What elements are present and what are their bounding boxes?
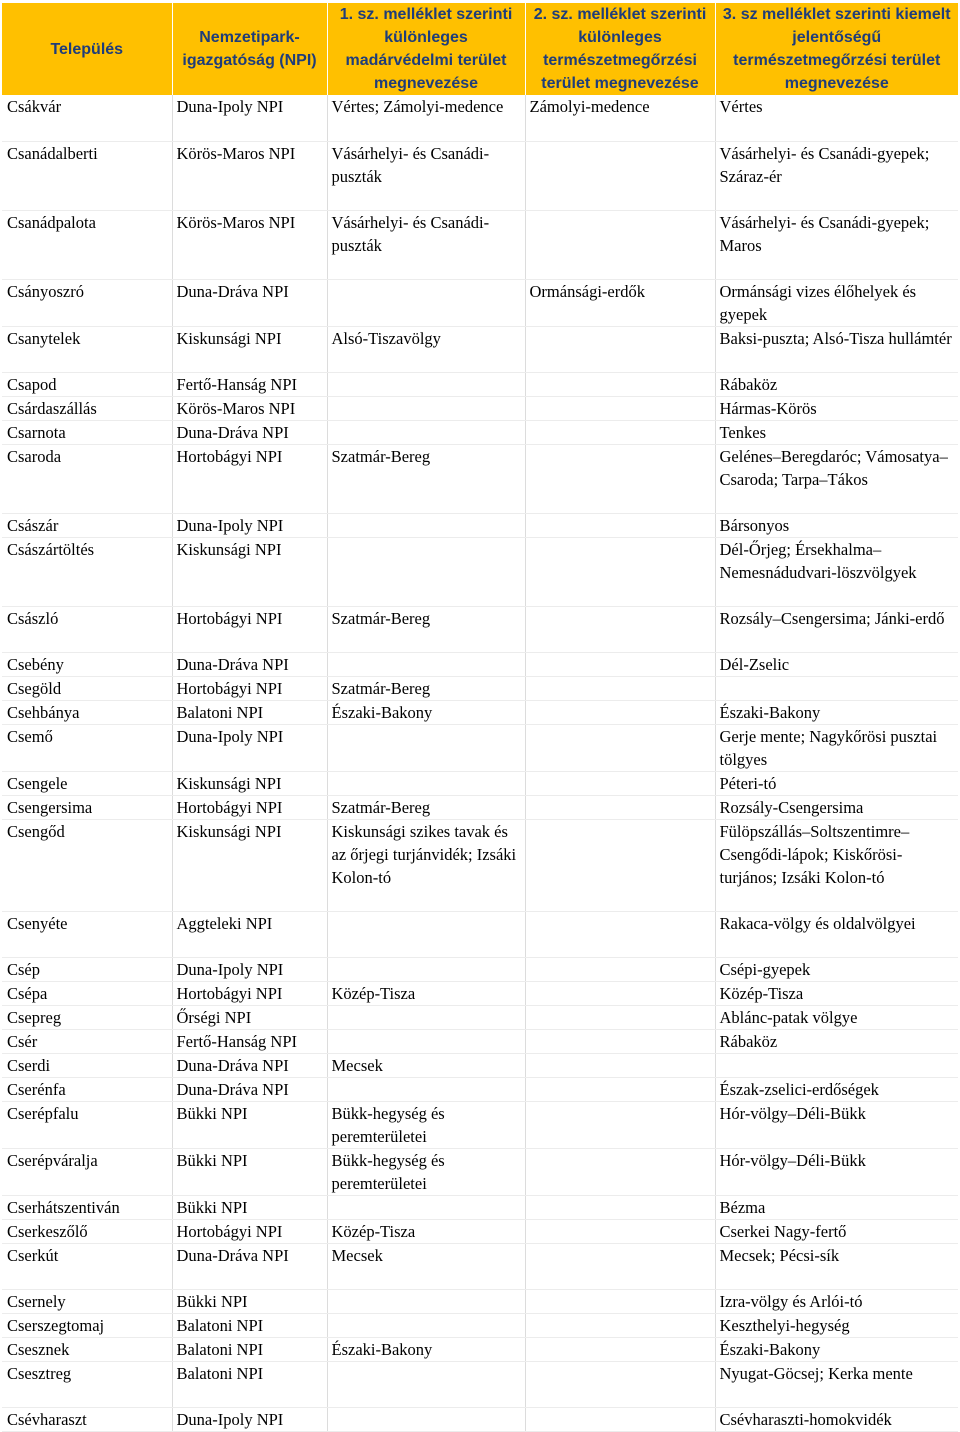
npi-cell: Balatoni NPI (172, 1313, 327, 1337)
table-row (2, 1053, 958, 1077)
bird-area-cell (327, 279, 525, 326)
special-area-cell (525, 1313, 715, 1337)
settlement-cell: Csákvár (2, 95, 172, 141)
npi-cell: Duna-Ipoly NPI (172, 724, 327, 771)
table-row (2, 1077, 958, 1101)
priority-area-cell: Rábaköz (715, 372, 958, 396)
special-area-cell (525, 1407, 715, 1431)
priority-area-cell: Bézma (715, 1195, 958, 1219)
special-area-cell (525, 652, 715, 676)
bird-area-cell (327, 652, 525, 676)
header-special-conservation-area: 2. sz. melléklet szerinti különleges természetmegőrzési terület megnevezése (525, 3, 715, 95)
priority-area-cell: Nyugat-Göcsej; Kerka mente (715, 1361, 958, 1407)
header-settlement: Település (2, 3, 172, 95)
settlement-cell: Császár (2, 513, 172, 537)
bird-area-cell: Mecsek (327, 1053, 525, 1077)
priority-area-cell: Ablánc-patak völgye (715, 1005, 958, 1029)
bird-area-cell: Bükk-hegység és peremterületei (327, 1101, 525, 1148)
special-area-cell (525, 819, 715, 911)
npi-cell: Kiskunsági NPI (172, 537, 327, 606)
table-body (2, 95, 958, 1431)
npi-cell: Aggteleki NPI (172, 911, 327, 957)
priority-area-cell: Északi-Bakony (715, 1337, 958, 1361)
settlement-cell: Csaroda (2, 444, 172, 513)
special-area-cell (525, 1148, 715, 1195)
priority-area-cell (715, 676, 958, 700)
settlement-cell: Csengőd (2, 819, 172, 911)
bird-area-cell: Szatmár-Bereg (327, 606, 525, 652)
npi-cell: Hortobágyi NPI (172, 795, 327, 819)
npi-cell: Bükki NPI (172, 1195, 327, 1219)
npi-cell: Bükki NPI (172, 1101, 327, 1148)
priority-area-cell: Mecsek; Pécsi-sík (715, 1243, 958, 1289)
bird-area-cell (327, 1289, 525, 1313)
table-row (2, 1195, 958, 1219)
special-area-cell (525, 326, 715, 372)
bird-area-cell (327, 513, 525, 537)
priority-area-cell: Dél-Őrjeg; Érsekhalma–Nemesnádudvari-löszvölgyek (715, 537, 958, 606)
settlement-cell: Csesztreg (2, 1361, 172, 1407)
bird-area-cell: Szatmár-Bereg (327, 795, 525, 819)
npi-cell: Bükki NPI (172, 1289, 327, 1313)
settlement-cell: Csér (2, 1029, 172, 1053)
table-row (2, 326, 958, 372)
table-row (2, 819, 958, 911)
settlement-cell: Csapod (2, 372, 172, 396)
priority-area-cell: Gerje mente; Nagykőrösi pusztai tölgyes (715, 724, 958, 771)
special-area-cell (525, 372, 715, 396)
npi-cell: Hortobágyi NPI (172, 444, 327, 513)
npi-cell: Fertő-Hanság NPI (172, 372, 327, 396)
npi-cell: Körös-Maros NPI (172, 396, 327, 420)
table-row (2, 372, 958, 396)
table-row (2, 1313, 958, 1337)
priority-area-cell: Észak-zselici-erdőségek (715, 1077, 958, 1101)
settlement-cell: Csévharaszt (2, 1407, 172, 1431)
bird-area-cell: Szatmár-Bereg (327, 444, 525, 513)
special-area-cell (525, 724, 715, 771)
settlement-cell: Csanytelek (2, 326, 172, 372)
priority-area-cell: Péteri-tó (715, 771, 958, 795)
settlement-cell: Csanádalberti (2, 141, 172, 210)
bird-area-cell (327, 771, 525, 795)
special-area-cell (525, 141, 715, 210)
npi-cell: Körös-Maros NPI (172, 141, 327, 210)
special-area-cell (525, 420, 715, 444)
npi-cell: Őrségi NPI (172, 1005, 327, 1029)
table-row (2, 420, 958, 444)
table-row (2, 606, 958, 652)
special-area-cell (525, 396, 715, 420)
table-row (2, 1337, 958, 1361)
npi-cell: Balatoni NPI (172, 700, 327, 724)
bird-area-cell (327, 1005, 525, 1029)
settlement-cell: Csanádpalota (2, 210, 172, 279)
table-row (2, 1148, 958, 1195)
special-area-cell (525, 771, 715, 795)
table-row (2, 396, 958, 420)
npi-cell: Fertő-Hanság NPI (172, 1029, 327, 1053)
priority-area-cell: Tenkes (715, 420, 958, 444)
bird-area-cell (327, 724, 525, 771)
priority-area-cell: Rábaköz (715, 1029, 958, 1053)
table-row (2, 1005, 958, 1029)
header-priority-conservation-area: 3. sz melléklet szerinti kiemelt jelentőségű természetmegőrzési terület megnevezése (715, 3, 958, 95)
special-area-cell (525, 1337, 715, 1361)
special-area-cell (525, 795, 715, 819)
bird-area-cell (327, 1195, 525, 1219)
priority-area-cell (715, 1053, 958, 1077)
special-area-cell (525, 676, 715, 700)
settlement-cell: Császártöltés (2, 537, 172, 606)
settlement-cell: Csengersima (2, 795, 172, 819)
table-row (2, 279, 958, 326)
settlement-cell: Cserénfa (2, 1077, 172, 1101)
table-row (2, 771, 958, 795)
bird-area-cell: Mecsek (327, 1243, 525, 1289)
settlement-cell: Cserszegtomaj (2, 1313, 172, 1337)
npi-cell: Duna-Dráva NPI (172, 279, 327, 326)
table-row (2, 1101, 958, 1148)
table-row (2, 1219, 958, 1243)
priority-area-cell: Északi-Bakony (715, 700, 958, 724)
npi-cell: Duna-Dráva NPI (172, 420, 327, 444)
bird-area-cell (327, 1313, 525, 1337)
settlement-cell: Csehbánya (2, 700, 172, 724)
settlement-cell: Csárdaszállás (2, 396, 172, 420)
protected-areas-table (2, 3, 958, 1432)
table-row (2, 95, 958, 141)
table-row (2, 652, 958, 676)
bird-area-cell: Kiskunsági szikes tavak és az őrjegi turjánvidék; Izsáki Kolon-tó (327, 819, 525, 911)
table-row (2, 1243, 958, 1289)
priority-area-cell: Rakaca-völgy és oldalvölgyei (715, 911, 958, 957)
npi-cell: Duna-Dráva NPI (172, 1243, 327, 1289)
priority-area-cell: Gelénes–Beregdaróc; Vámosatya–Csaroda; Tarpa–Tákos (715, 444, 958, 513)
settlement-cell: Cserkút (2, 1243, 172, 1289)
table-row (2, 700, 958, 724)
bird-area-cell (327, 537, 525, 606)
bird-area-cell: Közép-Tisza (327, 1219, 525, 1243)
priority-area-cell: Rozsály-Csengersima (715, 795, 958, 819)
npi-cell: Duna-Ipoly NPI (172, 1407, 327, 1431)
special-area-cell (525, 1101, 715, 1148)
document-page (0, 3, 960, 1429)
table-row (2, 724, 958, 771)
npi-cell: Bükki NPI (172, 1148, 327, 1195)
settlement-cell: Csengele (2, 771, 172, 795)
settlement-cell: Cserkeszőlő (2, 1219, 172, 1243)
priority-area-cell: Közép-Tisza (715, 981, 958, 1005)
special-area-cell (525, 1053, 715, 1077)
special-area-cell (525, 444, 715, 513)
settlement-cell: Csernely (2, 1289, 172, 1313)
settlement-cell: Csesznek (2, 1337, 172, 1361)
priority-area-cell: Cserkei Nagy-fertő (715, 1219, 958, 1243)
special-area-cell (525, 981, 715, 1005)
priority-area-cell: Vértes (715, 95, 958, 141)
settlement-cell: Cserépváralja (2, 1148, 172, 1195)
special-area-cell (525, 957, 715, 981)
special-area-cell (525, 1077, 715, 1101)
table-row (2, 981, 958, 1005)
bird-area-cell: Vásárhelyi- és Csanádi-puszták (327, 210, 525, 279)
npi-cell: Hortobágyi NPI (172, 606, 327, 652)
npi-cell: Kiskunsági NPI (172, 326, 327, 372)
npi-cell: Balatoni NPI (172, 1361, 327, 1407)
table-row (2, 537, 958, 606)
settlement-cell: Csegöld (2, 676, 172, 700)
priority-area-cell: Baksi-puszta; Alsó-Tisza hullámtér (715, 326, 958, 372)
table-row (2, 1361, 958, 1407)
table-row (2, 1029, 958, 1053)
settlement-cell: Csebény (2, 652, 172, 676)
special-area-cell (525, 1361, 715, 1407)
bird-area-cell: Közép-Tisza (327, 981, 525, 1005)
table-row (2, 957, 958, 981)
priority-area-cell: Keszthelyi-hegység (715, 1313, 958, 1337)
bird-area-cell (327, 396, 525, 420)
table-row (2, 513, 958, 537)
priority-area-cell: Csévharaszti-homokvidék (715, 1407, 958, 1431)
priority-area-cell: Bársonyos (715, 513, 958, 537)
bird-area-cell (327, 1407, 525, 1431)
table-row (2, 795, 958, 819)
special-area-cell (525, 1029, 715, 1053)
special-area-cell (525, 1219, 715, 1243)
special-area-cell (525, 513, 715, 537)
special-area-cell (525, 911, 715, 957)
bird-area-cell (327, 1029, 525, 1053)
settlement-cell: Csarnota (2, 420, 172, 444)
special-area-cell (525, 1289, 715, 1313)
priority-area-cell: Hór-völgy–Déli-Bükk (715, 1101, 958, 1148)
special-area-cell (525, 1243, 715, 1289)
priority-area-cell: Vásárhelyi- és Csanádi-gyepek; Maros (715, 210, 958, 279)
header-row (2, 3, 958, 95)
settlement-cell: Csépa (2, 981, 172, 1005)
settlement-cell: Csenyéte (2, 911, 172, 957)
npi-cell: Duna-Ipoly NPI (172, 513, 327, 537)
bird-area-cell: Alsó-Tiszavölgy (327, 326, 525, 372)
priority-area-cell: Izra-völgy és Arlói-tó (715, 1289, 958, 1313)
table-row (2, 1289, 958, 1313)
npi-cell: Kiskunsági NPI (172, 819, 327, 911)
settlement-cell: Cserépfalu (2, 1101, 172, 1148)
special-area-cell: Zámolyi-medence (525, 95, 715, 141)
bird-area-cell: Szatmár-Bereg (327, 676, 525, 700)
header-npi: Nemzetipark-igazgatóság (NPI) (172, 3, 327, 95)
bird-area-cell (327, 911, 525, 957)
npi-cell: Kiskunsági NPI (172, 771, 327, 795)
table-row (2, 1407, 958, 1431)
bird-area-cell (327, 1077, 525, 1101)
special-area-cell (525, 210, 715, 279)
npi-cell: Hortobágyi NPI (172, 1219, 327, 1243)
priority-area-cell: Csépi-gyepek (715, 957, 958, 981)
settlement-cell: Csepreg (2, 1005, 172, 1029)
npi-cell: Duna-Dráva NPI (172, 652, 327, 676)
priority-area-cell: Hármas-Körös (715, 396, 958, 420)
priority-area-cell: Dél-Zselic (715, 652, 958, 676)
settlement-cell: Császló (2, 606, 172, 652)
npi-cell: Duna-Ipoly NPI (172, 957, 327, 981)
table-row (2, 911, 958, 957)
table-row (2, 141, 958, 210)
special-area-cell (525, 1195, 715, 1219)
npi-cell: Duna-Dráva NPI (172, 1053, 327, 1077)
priority-area-cell: Ormánsági vizes élőhelyek és gyepek (715, 279, 958, 326)
bird-area-cell (327, 372, 525, 396)
settlement-cell: Csemő (2, 724, 172, 771)
special-area-cell (525, 700, 715, 724)
priority-area-cell: Fülöpszállás–Soltszentimre–Csengődi-lápok; Kiskőrösi-turjános; Izsáki Kolon-tó (715, 819, 958, 911)
special-area-cell (525, 1005, 715, 1029)
settlement-cell: Csányoszró (2, 279, 172, 326)
bird-area-cell: Vértes; Zámolyi-medence (327, 95, 525, 141)
priority-area-cell: Vásárhelyi- és Csanádi-gyepek; Száraz-ér (715, 141, 958, 210)
table-row (2, 444, 958, 513)
npi-cell: Duna-Ipoly NPI (172, 95, 327, 141)
priority-area-cell: Hór-völgy–Déli-Bükk (715, 1148, 958, 1195)
bird-area-cell: Vásárhelyi- és Csanádi-puszták (327, 141, 525, 210)
settlement-cell: Csép (2, 957, 172, 981)
priority-area-cell: Rozsály–Csengersima; Jánki-erdő (715, 606, 958, 652)
table-row (2, 676, 958, 700)
special-area-cell: Ormánsági-erdők (525, 279, 715, 326)
header-bird-protection-area: 1. sz. melléklet szerinti különleges madárvédelmi terület megnevezése (327, 3, 525, 95)
npi-cell: Hortobágyi NPI (172, 676, 327, 700)
settlement-cell: Cserhátszentiván (2, 1195, 172, 1219)
bird-area-cell (327, 1361, 525, 1407)
table-header (2, 3, 958, 95)
bird-area-cell (327, 957, 525, 981)
special-area-cell (525, 537, 715, 606)
bird-area-cell: Északi-Bakony (327, 1337, 525, 1361)
npi-cell: Duna-Dráva NPI (172, 1077, 327, 1101)
table-row (2, 210, 958, 279)
npi-cell: Körös-Maros NPI (172, 210, 327, 279)
bird-area-cell (327, 420, 525, 444)
settlement-cell: Cserdi (2, 1053, 172, 1077)
bird-area-cell: Bükk-hegység és peremterületei (327, 1148, 525, 1195)
special-area-cell (525, 606, 715, 652)
npi-cell: Hortobágyi NPI (172, 981, 327, 1005)
npi-cell: Balatoni NPI (172, 1337, 327, 1361)
bird-area-cell: Északi-Bakony (327, 700, 525, 724)
